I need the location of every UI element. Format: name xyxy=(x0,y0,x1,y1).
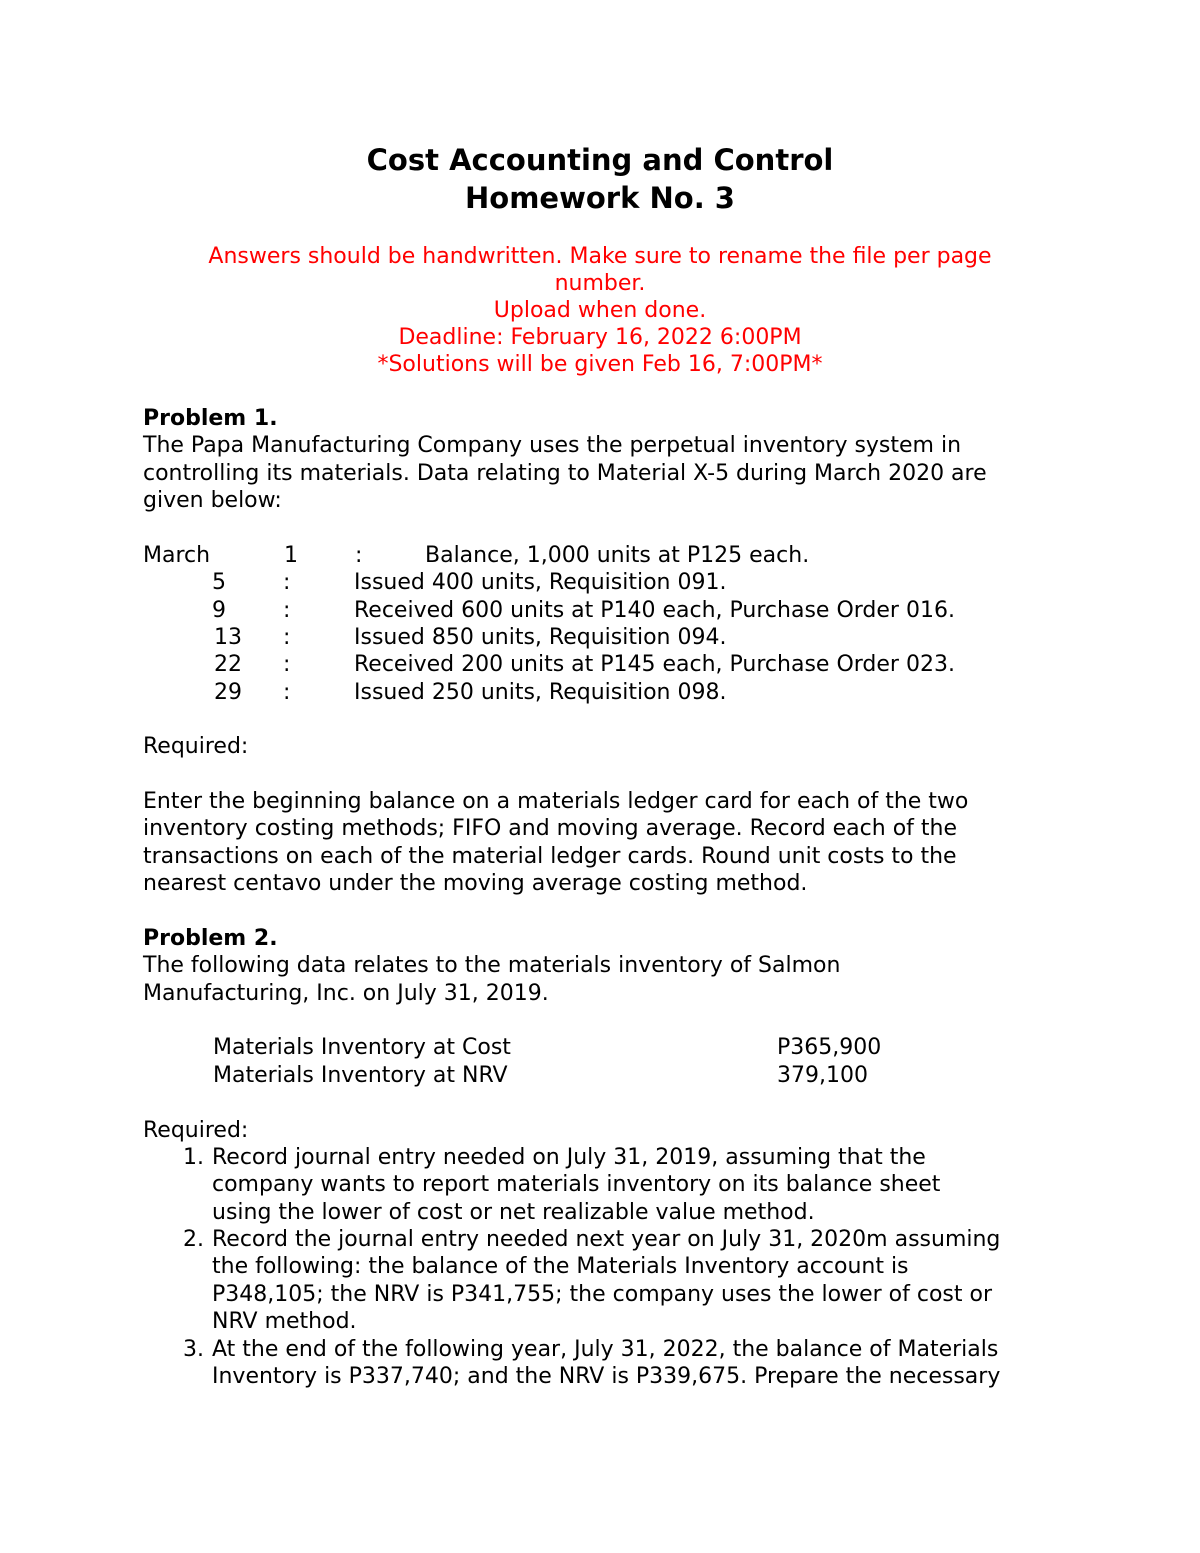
transaction-day: 5 xyxy=(212,570,226,595)
problem-1-required-line: inventory costing methods; FIFO and moving average. Record each of the xyxy=(143,816,957,841)
transaction-day: 13 xyxy=(214,625,242,650)
problem-1-required-line: transactions on each of the material ledger cards. Round unit costs to the xyxy=(143,844,957,869)
notice-solutions: *Solutions will be given Feb 16, 7:00PM* xyxy=(377,352,823,377)
problem-2-required-label: Required: xyxy=(143,1118,249,1143)
transaction-desc: Issued 250 units, Requisition 098. xyxy=(354,680,727,705)
transaction-separator: : xyxy=(355,543,363,568)
notice-line-1: Answers should be handwritten. Make sure to rename the file per page xyxy=(208,244,992,269)
problem-2-heading: Problem 2. xyxy=(143,926,278,951)
transaction-desc: Issued 850 units, Requisition 094. xyxy=(354,625,727,650)
list-item-number: 1. xyxy=(183,1145,204,1170)
list-item-line: the following: the balance of the Materials Inventory account is xyxy=(212,1254,909,1279)
transaction-separator: : xyxy=(283,570,291,595)
problem-2-intro-line: Manufacturing, Inc. on July 31, 2019. xyxy=(143,981,549,1006)
transaction-desc: Received 600 units at P140 each, Purchase Order 016. xyxy=(354,598,955,623)
transaction-day: 9 xyxy=(212,598,226,623)
problem-1-intro-line: The Papa Manufacturing Company uses the perpetual inventory system in xyxy=(143,433,962,458)
transaction-desc: Issued 400 units, Requisition 091. xyxy=(354,570,727,595)
list-item-line: P348,105; the NRV is P341,755; the company uses the lower of cost or xyxy=(212,1282,993,1307)
inventory-value: P365,900 xyxy=(777,1035,882,1060)
problem-1-required-label: Required: xyxy=(143,734,249,759)
inventory-value: 379,100 xyxy=(777,1063,868,1088)
list-item-line: Record the journal entry needed next year on July 31, 2020m assuming xyxy=(212,1227,1001,1252)
list-item-line: using the lower of cost or net realizable value method. xyxy=(212,1200,815,1225)
transaction-separator: : xyxy=(283,598,291,623)
list-item-number: 3. xyxy=(183,1337,204,1362)
notice-line-3: Upload when done. xyxy=(493,298,707,323)
problem-1-required-line: nearest centavo under the moving average costing method. xyxy=(143,871,808,896)
problem-1-intro-line: given below: xyxy=(143,488,282,513)
inventory-label: Materials Inventory at NRV xyxy=(213,1063,508,1088)
transaction-separator: : xyxy=(283,652,291,677)
list-item-line: Inventory is P337,740; and the NRV is P339,675. Prepare the necessary xyxy=(212,1364,1001,1389)
list-item-line: At the end of the following year, July 31, 2022, the balance of Materials xyxy=(212,1337,999,1362)
list-item-line: NRV method. xyxy=(212,1309,357,1334)
transaction-month: March xyxy=(143,543,211,568)
notice-deadline: Deadline: February 16, 2022 6:00PM xyxy=(398,325,802,350)
transaction-desc: Received 200 units at P145 each, Purchase Order 023. xyxy=(354,652,955,677)
problem-1-required-line: Enter the beginning balance on a materials ledger card for each of the two xyxy=(143,789,969,814)
transaction-desc: Balance, 1,000 units at P125 each. xyxy=(425,543,810,568)
transaction-day: 22 xyxy=(214,652,242,677)
problem-1-intro-line: controlling its materials. Data relating to Material X-5 during March 2020 are xyxy=(143,461,987,486)
transaction-separator: : xyxy=(283,680,291,705)
list-item-number: 2. xyxy=(183,1227,204,1252)
transaction-day: 29 xyxy=(214,680,242,705)
problem-1-heading: Problem 1. xyxy=(143,406,278,431)
problem-2-intro-line: The following data relates to the materials inventory of Salmon xyxy=(143,953,841,978)
document-subtitle: Homework No. 3 xyxy=(465,181,735,215)
list-item-line: company wants to report materials inventory on its balance sheet xyxy=(212,1172,941,1197)
notice-line-2: number. xyxy=(554,271,646,296)
transaction-day: 1 xyxy=(284,543,298,568)
list-item-line: Record journal entry needed on July 31, 2019, assuming that the xyxy=(212,1145,926,1170)
inventory-label: Materials Inventory at Cost xyxy=(213,1035,511,1060)
transaction-separator: : xyxy=(283,625,291,650)
document-title: Cost Accounting and Control xyxy=(366,143,834,177)
